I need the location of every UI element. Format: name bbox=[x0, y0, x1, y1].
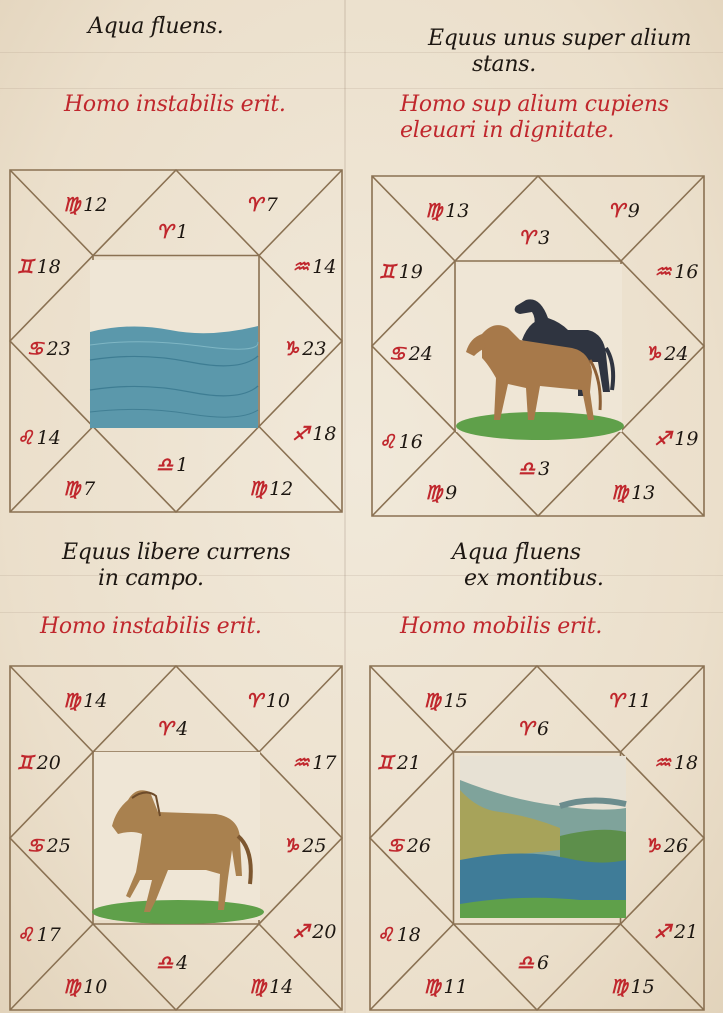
house-label bbox=[379, 431, 423, 453]
motto-line: Homo instabilis erit. bbox=[40, 614, 262, 639]
house-label bbox=[17, 427, 61, 449]
house-degree: 7 bbox=[265, 193, 278, 216]
house-degree: 10 bbox=[83, 975, 108, 998]
zodiac-sign-icon: ♐︎ bbox=[653, 920, 671, 943]
house-label bbox=[156, 454, 188, 476]
house-label bbox=[63, 194, 107, 216]
house-degree: 17 bbox=[312, 752, 337, 774]
house-label bbox=[27, 338, 71, 360]
house-degree: 14 bbox=[83, 690, 108, 713]
house-label bbox=[518, 227, 550, 249]
house-degree: 26 bbox=[406, 834, 431, 857]
house-degree: 4 bbox=[176, 951, 189, 974]
caption-line: ex montibus. bbox=[464, 566, 604, 591]
house-degree: 11 bbox=[443, 975, 468, 998]
house-degree: 18 bbox=[396, 924, 421, 946]
house-degree: 14 bbox=[36, 426, 61, 449]
house-label bbox=[282, 835, 326, 857]
zodiac-sign-icon: ♎︎ bbox=[516, 951, 534, 974]
house-label bbox=[654, 261, 698, 283]
house-label bbox=[654, 428, 698, 450]
house-degree: 10 bbox=[265, 690, 290, 713]
house-label bbox=[377, 924, 421, 946]
zodiac-sign-icon: ♊︎ bbox=[378, 261, 396, 283]
zodiac-sign-icon: ♈︎ bbox=[607, 199, 625, 222]
house-degree: 20 bbox=[312, 920, 337, 943]
house-degree: 15 bbox=[443, 690, 468, 713]
zodiac-sign-icon: ♐︎ bbox=[292, 920, 310, 943]
zodiac-sign-icon: ♎︎ bbox=[518, 458, 536, 481]
house-degree: 25 bbox=[302, 834, 327, 857]
house-degree: 23 bbox=[46, 337, 71, 360]
house-label bbox=[517, 718, 549, 740]
house-degree: 12 bbox=[269, 477, 294, 500]
zodiac-sign-icon: ♑︎ bbox=[643, 834, 661, 857]
house-label bbox=[292, 752, 336, 774]
house-label bbox=[423, 976, 467, 998]
house-degree: 14 bbox=[269, 975, 294, 998]
zodiac-sign-icon: ♈︎ bbox=[516, 717, 534, 740]
house-label bbox=[425, 200, 469, 222]
zodiac-sign-icon: ♊︎ bbox=[16, 255, 34, 278]
zodiac-sign-icon: ♎︎ bbox=[156, 951, 174, 974]
zodiac-sign-icon: ♈︎ bbox=[607, 690, 625, 713]
house-label bbox=[292, 423, 336, 445]
zodiac-sign-icon: ♒︎ bbox=[292, 752, 310, 774]
motto-line: Homo sup alium cupiens bbox=[400, 92, 669, 117]
house-degree: 7 bbox=[83, 477, 96, 500]
zodiac-sign-icon: ♍︎ bbox=[611, 482, 629, 504]
zodiac-sign-icon: ♍︎ bbox=[63, 975, 81, 998]
house-degree: 9 bbox=[627, 199, 640, 222]
zodiac-sign-icon: ♑︎ bbox=[644, 342, 662, 365]
house-degree: 19 bbox=[674, 427, 699, 450]
house-label bbox=[17, 924, 61, 946]
house-label bbox=[246, 194, 278, 216]
house-degree: 12 bbox=[83, 193, 108, 216]
motto-line: eleuari in dignitate. bbox=[400, 118, 615, 143]
house-degree: 1 bbox=[176, 221, 189, 244]
house-label bbox=[425, 482, 457, 504]
zodiac-sign-icon: ♍︎ bbox=[425, 482, 443, 504]
running-horse-illustration bbox=[92, 752, 264, 924]
house-degree: 14 bbox=[312, 255, 337, 278]
zodiac-sign-icon: ♍︎ bbox=[249, 477, 267, 500]
zodiac-sign-icon: ♍︎ bbox=[610, 975, 628, 998]
zodiac-sign-icon: ♍︎ bbox=[423, 975, 441, 998]
house-degree: 20 bbox=[36, 752, 61, 774]
house-degree: 13 bbox=[445, 199, 470, 222]
house-degree: 17 bbox=[36, 924, 61, 946]
zodiac-sign-icon: ♌︎ bbox=[16, 426, 34, 449]
house-degree: 6 bbox=[537, 717, 550, 740]
house-label bbox=[156, 952, 188, 974]
house-label bbox=[389, 343, 433, 365]
house-label bbox=[377, 752, 421, 774]
house-label bbox=[17, 256, 61, 278]
house-degree: 25 bbox=[46, 834, 71, 857]
zodiac-sign-icon: ♍︎ bbox=[63, 193, 81, 216]
zodiac-sign-icon: ♌︎ bbox=[378, 431, 396, 453]
house-label bbox=[423, 690, 467, 712]
house-label bbox=[518, 458, 550, 480]
house-label bbox=[246, 690, 290, 712]
house-label bbox=[607, 690, 651, 712]
house-degree: 18 bbox=[312, 423, 337, 446]
house-degree: 3 bbox=[538, 458, 551, 481]
zodiac-sign-icon: ♎︎ bbox=[156, 453, 174, 476]
caption-line: in campo. bbox=[98, 566, 204, 591]
house-degree: 16 bbox=[674, 261, 699, 283]
house-label bbox=[249, 478, 293, 500]
caption-line: Aqua fluens. bbox=[88, 14, 224, 39]
caption-line: Aqua fluens bbox=[452, 540, 581, 565]
house-degree: 21 bbox=[673, 920, 699, 943]
zodiac-sign-icon: ♋︎ bbox=[388, 342, 406, 365]
caption-line: Equus unus super alium bbox=[428, 26, 692, 51]
house-label bbox=[282, 338, 326, 360]
zodiac-sign-icon: ♍︎ bbox=[63, 690, 81, 713]
house-degree: 1 bbox=[176, 453, 189, 476]
zodiac-sign-icon: ♍︎ bbox=[63, 477, 81, 500]
house-label bbox=[379, 261, 423, 283]
zodiac-sign-icon: ♒︎ bbox=[653, 752, 671, 774]
house-label bbox=[292, 921, 336, 943]
zodiac-sign-icon: ♈︎ bbox=[245, 690, 263, 713]
house-label bbox=[654, 752, 698, 774]
river-landscape-illustration bbox=[460, 756, 626, 918]
zodiac-sign-icon: ♊︎ bbox=[16, 752, 34, 774]
caption-line: Equus libere currens bbox=[62, 540, 291, 565]
zodiac-sign-icon: ♌︎ bbox=[376, 924, 394, 946]
house-label bbox=[292, 256, 336, 278]
house-degree: 11 bbox=[627, 690, 652, 713]
house-label bbox=[610, 976, 654, 998]
zodiac-sign-icon: ♐︎ bbox=[292, 423, 310, 446]
zodiac-sign-icon: ♍︎ bbox=[423, 690, 441, 713]
house-degree: 9 bbox=[445, 482, 458, 504]
house-label bbox=[517, 952, 549, 974]
flowing-water-illustration bbox=[90, 260, 258, 428]
zodiac-sign-icon: ♒︎ bbox=[292, 255, 310, 278]
house-degree: 6 bbox=[537, 951, 550, 974]
house-label bbox=[608, 200, 640, 222]
zodiac-sign-icon: ♈︎ bbox=[156, 221, 174, 244]
zodiac-sign-icon: ♍︎ bbox=[425, 199, 443, 222]
house-degree: 26 bbox=[663, 834, 689, 857]
house-label bbox=[17, 752, 61, 774]
house-label bbox=[156, 221, 188, 243]
zodiac-sign-icon: ♈︎ bbox=[518, 227, 536, 249]
zodiac-sign-icon: ♈︎ bbox=[245, 193, 263, 216]
house-label bbox=[27, 835, 71, 857]
house-label bbox=[611, 482, 655, 504]
house-label bbox=[644, 343, 688, 365]
house-degree: 18 bbox=[36, 255, 61, 278]
zodiac-sign-icon: ♐︎ bbox=[654, 427, 672, 450]
house-degree: 4 bbox=[176, 717, 189, 740]
house-degree: 24 bbox=[408, 342, 433, 365]
zodiac-sign-icon: ♒︎ bbox=[654, 261, 672, 283]
zodiac-sign-icon: ♊︎ bbox=[376, 752, 394, 774]
house-degree: 13 bbox=[631, 482, 656, 504]
zodiac-sign-icon: ♑︎ bbox=[282, 337, 300, 360]
zodiac-sign-icon: ♌︎ bbox=[16, 924, 34, 946]
caption-line: stans. bbox=[472, 52, 536, 77]
house-degree: 19 bbox=[398, 261, 423, 283]
house-label bbox=[249, 976, 293, 998]
house-degree: 24 bbox=[664, 342, 689, 365]
house-degree: 21 bbox=[396, 752, 421, 774]
house-degree: 15 bbox=[630, 975, 655, 998]
house-label bbox=[654, 921, 698, 943]
house-degree: 23 bbox=[302, 337, 327, 360]
house-degree: 18 bbox=[673, 752, 699, 774]
house-label bbox=[63, 690, 107, 712]
house-label bbox=[156, 718, 188, 740]
motto-line: Homo instabilis erit. bbox=[64, 92, 286, 117]
zodiac-sign-icon: ♋︎ bbox=[26, 834, 44, 857]
zodiac-sign-icon: ♋︎ bbox=[386, 834, 404, 857]
house-label bbox=[63, 976, 107, 998]
zodiac-sign-icon: ♋︎ bbox=[26, 337, 44, 360]
house-degree: 16 bbox=[398, 431, 423, 453]
house-degree: 3 bbox=[538, 227, 551, 249]
house-label bbox=[644, 835, 688, 857]
house-label bbox=[387, 835, 431, 857]
motto-line: Homo mobilis erit. bbox=[400, 614, 603, 639]
zodiac-sign-icon: ♍︎ bbox=[249, 975, 267, 998]
house-label bbox=[63, 478, 95, 500]
zodiac-sign-icon: ♈︎ bbox=[156, 717, 174, 740]
two-horses-illustration bbox=[456, 264, 624, 440]
zodiac-sign-icon: ♑︎ bbox=[282, 834, 300, 857]
